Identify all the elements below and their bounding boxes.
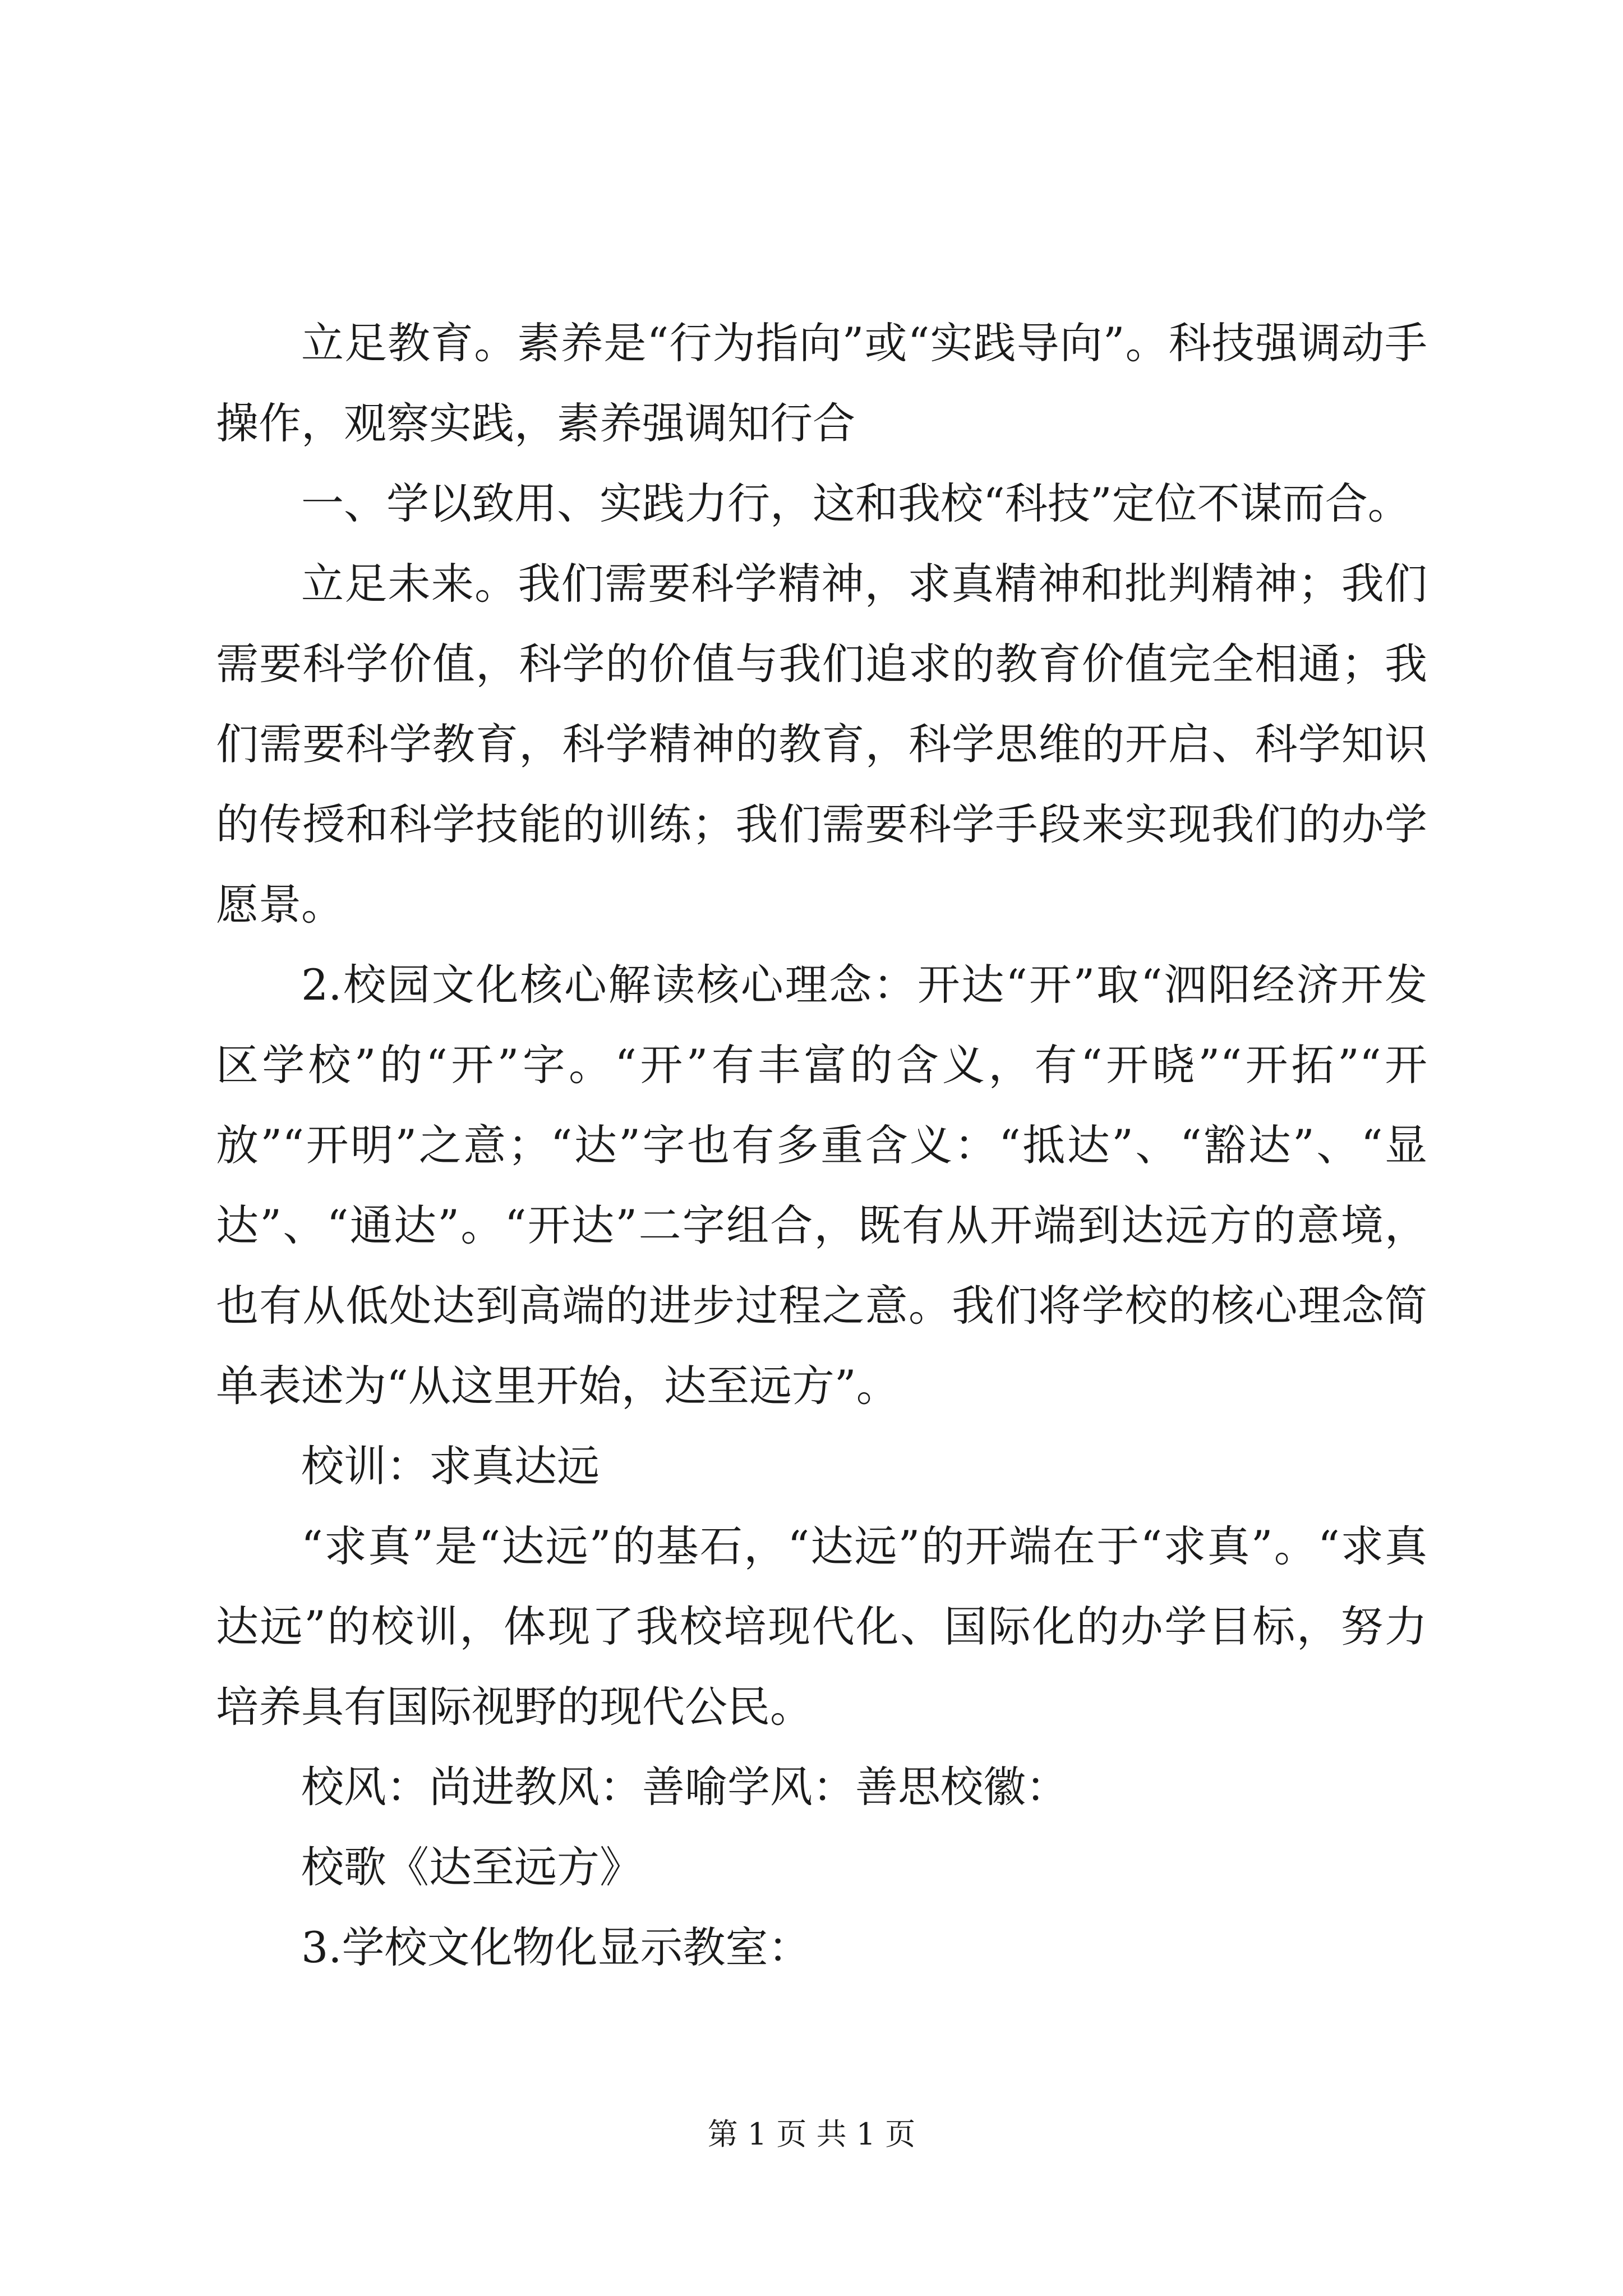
page-number: 第 1 页 共 1 页 [707,2116,916,2152]
paragraph-7: 校风：尚进教风：善喻学风：善思校徽： [301,1762,1068,1812]
paragraph-1: 立足教育。素养是“行为指向”或“实践导向”。科技强调动手操作，观察实践，素养强调知行合 [216,318,1427,448]
paragraph-4: 2.校园文化核心解读核心理念：开达“开”取“泗阳经济开发区学校”的“开”字。“开”有丰富的含义，有“开晓”“开拓”“开放”“开明”之意；“达”字也有多重含义：“抵达”、“豁达”、“显达”、“通达”。“开达”二字组合，既有从开端到达远方的意境，也有从低处达到高端的进步过程之意。我们将学校的核心理念简单表述为“从这里开始，达至远方”。 [216,960,1427,1411]
paragraph-9: 3.学校文化物化显示教室： [301,1922,811,1972]
paragraph-6: “求真”是“达远”的基石，“达远”的开端在于“求真”。“求真达远”的校训，体现了我校培现代化、国际化的办学目标，努力培养具有国际视野的现代公民。 [216,1521,1427,1732]
paragraph-5: 校训：求真达远 [301,1441,600,1491]
paragraph-2: 一、学以致用、实践力行，这和我校“科技”定位不谋而合。 [301,478,1410,528]
document-body [216,303,1427,1987]
paragraph-8: 校歌《达至远方》 [301,1842,642,1892]
page-footer [0,2115,1623,2154]
paragraph-3: 立足未来。我们需要科学精神，求真精神和批判精神；我们需要科学价值，科学的价值与我们追求的教育价值完全相通；我们需要科学教育，科学精神的教育，科学思维的开启、科学知识的传授和科学技能的训练；我们需要科学手段来实现我们的办学愿景。 [216,559,1427,930]
